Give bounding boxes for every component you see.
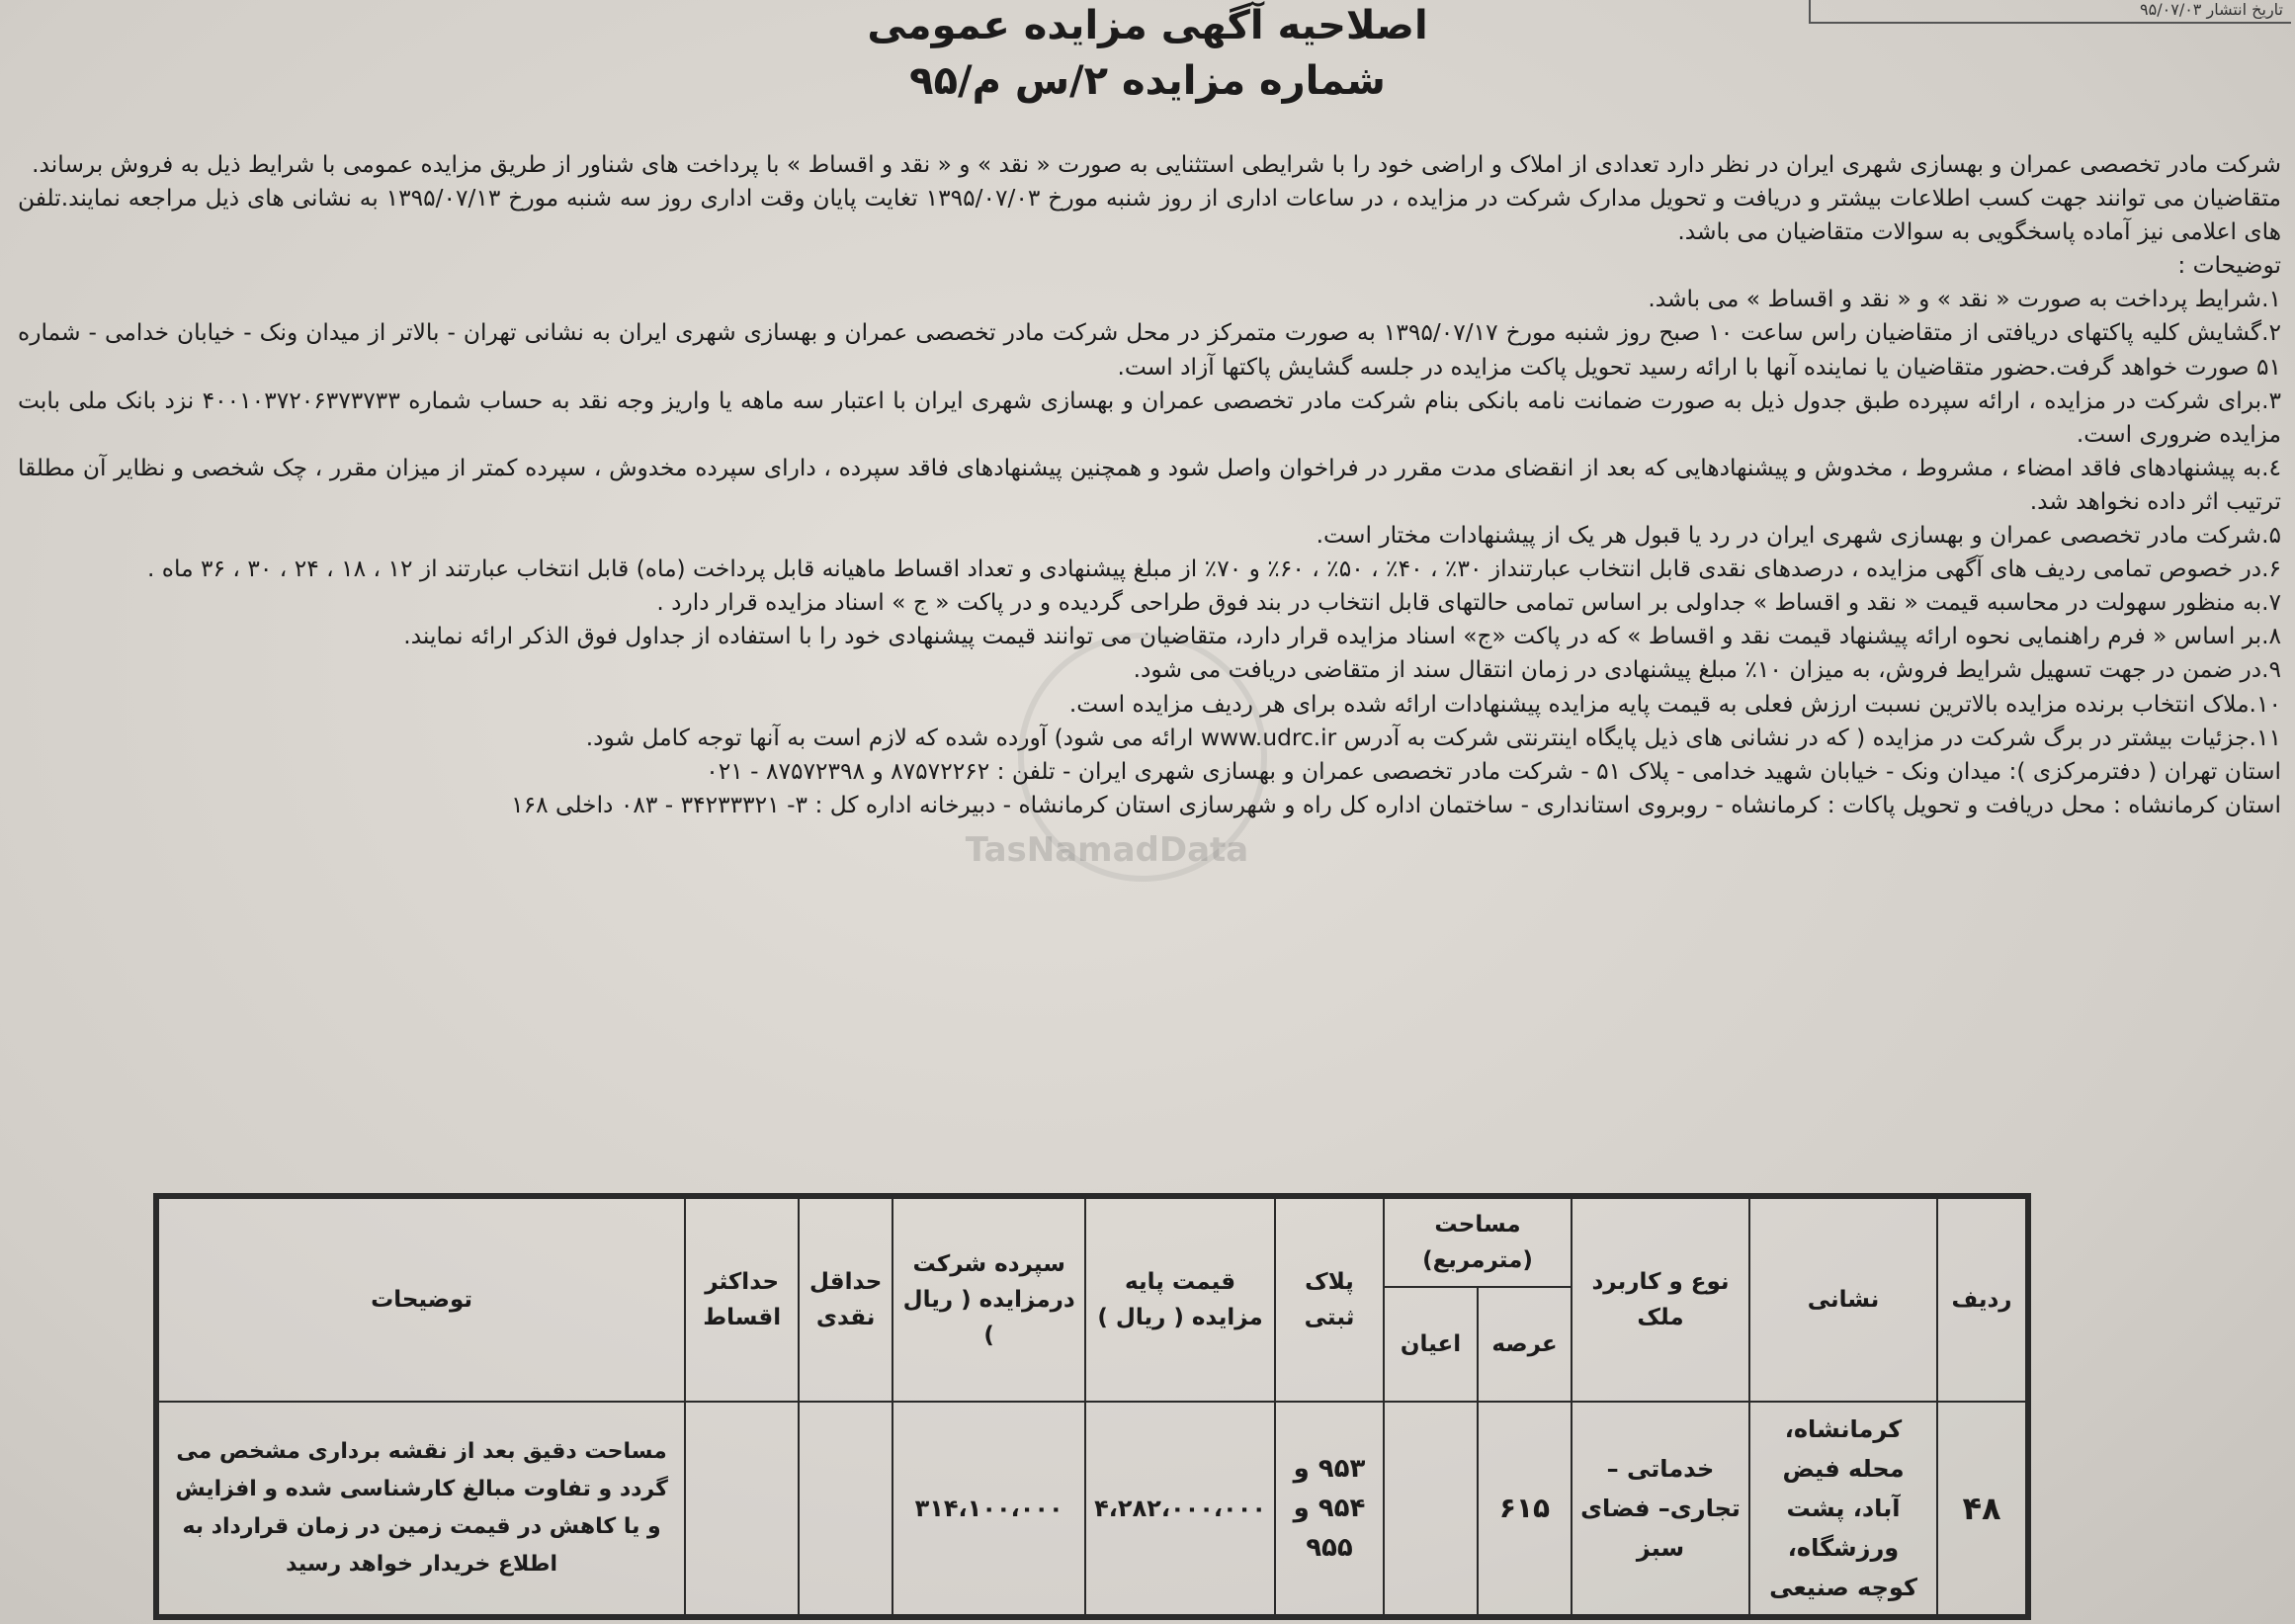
cell-notes: مساحت دقیق بعد از نقشه برداری مشخص می گردد و تفاوت مبالغ کارشناسی شده و افزایش و یا کاهش در قیمت زمین در زمان قرارداد به اطلاع خریدار خواهد رسید — [158, 1402, 685, 1615]
header-notes: توضیحات — [158, 1198, 685, 1402]
header-land-area: عرصه — [1478, 1287, 1572, 1402]
announcement-body — [18, 148, 2281, 822]
cell-max-installments — [685, 1402, 799, 1615]
header-area: مساحت (مترمربع) — [1384, 1198, 1572, 1287]
applicants-paragraph: متقاضیان می توانند جهت کسب اطلاعات بیشتر و دریافت و تحویل مدارک شرکت در مزایده ، در ساعات اداری از روز شنبه مورخ ۱۳۹۵/۰۷/۰۳ تغایت پایان وقت اداری روز سه شنبه مورخ ۱۳۹۵/۰۷/۱۳ به نشانی های ذیل مراجعه نمایند.تلفن های اعلامی نیز آماده پاسخگویی به سوالات متقاضیان می باشد. — [18, 185, 2281, 246]
cell-address: کرمانشاه، محله فیض آباد، پشت ورزشگاه، کوچه صنیعی — [1749, 1402, 1937, 1615]
explanations-label: توضیحات : — [2177, 252, 2281, 280]
intro-paragraph: شرکت مادر تخصصی عمران و بهسازی شهری ایران در نظر دارد تعدادی از املاک و اراضی خود را با شرایطی استثنایی به صورت « نقد » و « نقد و اقساط » با پرداخت های شناور از طریق مزایده عمومی با شرایط ذیل به فروش برساند. — [32, 151, 2281, 178]
item-9: ۹.در ضمن در جهت تسهیل شرایط فروش، به میزان ۱۰٪ مبلغ پیشنهادی در زمان انتقال سند از متقاضی دریافت می شود. — [1133, 656, 2281, 684]
item-7: ۷.به منظور سهولت در محاسبه قیمت « نقد و اقساط » جداولی بر اساس تمامی حالتهای قابل انتخاب در بند فوق طراحی گردیده و در پاکت « ج » اسناد مزایده قرار دارد . — [656, 589, 2281, 617]
auction-number: شماره مزایده ۲/س م/۹۵ — [909, 58, 1386, 104]
cell-min-cash — [799, 1402, 892, 1615]
item-6: ۶.در خصوص تمامی ردیف های آگهی مزایده ، درصدهای نقدی قابل انتخاب عبارتنداز ۳۰٪ ، ۴۰٪ ، ۵۰٪ ، ۶۰٪ و ۷۰٪ از مبلغ پیشنهادی و تعداد اقساط ماهیانه قابل پرداخت (ماه) قابل انتخاب عبارتند از ۱۲ ، ۱۸ ، ۲۴ ، ۳۰ ، ۳۶ ماه . — [146, 556, 2281, 583]
address-kermanshah: استان کرمانشاه : محل دریافت و تحویل پاکات : کرمانشاه - روبروی استانداری - ساختمان اداره کل راه و شهرسازی استان کرمانشاه - دبیرخانه اداره کل : ۳- ۳۴۲۳۳۳۲۱ - ۰۸۳ داخلی ۱۶۸ — [511, 791, 2281, 818]
cell-row-number: ۴۸ — [1937, 1402, 2026, 1615]
header-max-installments: حداکثر اقساط — [685, 1198, 799, 1402]
item-10: ۱۰.ملاک انتخاب برنده مزایده بالاترین نسبت ارزش فعلی به قیمت پایه مزایده پیشنهادات ارائه شده برای هر ردیف مزایده است. — [1068, 690, 2281, 718]
item-2: ۲.گشایش کلیه پاکتهای دریافتی از متقاضیان راس ساعت ۱۰ صبح روز شنبه مورخ ۱۳۹۵/۰۷/۱۷ به صورت متمرکز در محل شرکت مادر تخصصی عمران و بهسازی شهری ایران به نشانی تهران - بالاتر از میدان ونک - خیابان خدامی - شماره ۵۱ صورت خواهد گرفت.حضور متقاضیان یا نماینده آنها با ارائه رسید تحویل پاکت مزایده در جلسه گشایش پاکتها آزاد است. — [18, 319, 2281, 381]
item-5: ۵.شرکت مادر تخصصی عمران و بهسازی شهری ایران در رد یا قبول هر یک از پیشنهادات مختار است. — [1316, 522, 2281, 550]
cell-plate: ۹۵۳ و ۹۵۴ و ۹۵۵ — [1275, 1402, 1384, 1615]
header-row-number: ردیف — [1937, 1198, 2026, 1402]
cell-usage: خدماتی – تجاری– فضای سبز — [1572, 1402, 1749, 1615]
watermark-text: TasNamadData — [965, 830, 1249, 870]
header-deposit: سپرده شرکت درمزایده ( ریال ) — [892, 1198, 1085, 1402]
header-plate: پلاک ثبتی — [1275, 1198, 1384, 1402]
header-min-cash: حداقل نقدی — [799, 1198, 892, 1402]
item-1: ۱.شرایط پرداخت به صورت « نقد » و « نقد و اقساط » می باشد. — [1648, 286, 2281, 313]
item-4: ٤.به پیشنهادهای فاقد امضاء ، مشروط ، مخدوش و پیشنهادهایی که بعد از انقضای مدت مقرر در فراخوان واصل شود و همچنین پیشنهادهای فاقد سپرده ، دارای سپرده مخدوش ، سپرده کمتر از میزان مقرر ، چک شخصی و نظایر آن مطلقا ترتیب اثر داده نخواهد شد. — [18, 454, 2281, 515]
item-11: ۱۱.جزئیات بیشتر در برگ شرکت در مزایده ( که در نشانی های ذیل پایگاه اینترنتی شرکت به آدرس www.udrc.ir ارائه می شود) آورده شده که لازم است به آنها توجه کامل شود. — [585, 724, 2281, 751]
header-address: نشانی — [1749, 1198, 1937, 1402]
auction-table-wrapper — [153, 1193, 2031, 1620]
cell-building-area — [1384, 1402, 1478, 1615]
header-building-area: اعیان — [1384, 1287, 1478, 1402]
address-tehran: استان تهران ( دفترمرکزی ): میدان ونک - خیابان شهید خدامی - پلاک ۵۱ - شرکت مادر تخصصی عمران و بهسازی شهری ایران - تلفن : ۸۷۵۷۲۲۶۲ و ۸۷۵۷۲۳۹۸ - ۰۲۱ — [706, 757, 2281, 785]
cell-land-area: ۶۱۵ — [1478, 1402, 1572, 1615]
cell-deposit: ۳۱۴،۱۰۰،۰۰۰ — [892, 1402, 1085, 1615]
cell-base-price: ۴،۲۸۲،۰۰۰،۰۰۰ — [1085, 1402, 1275, 1615]
auction-table — [157, 1197, 2027, 1616]
table-row — [158, 1402, 2026, 1615]
page-title: اصلاحیه آگهی مزایده عمومی — [867, 3, 1428, 48]
header-usage: نوع و کاربرد ملک — [1572, 1198, 1749, 1402]
item-3: ۳.برای شرکت در مزایده ، ارائه سپرده طبق جدول ذیل به صورت ضمانت نامه بانکی بنام شرکت مادر تخصصی عمران و بهسازی شهری ایران با اعتبار سه ماهه یا واریز وجه نقد به حساب شماره ۴۰۰۱۰۳۷۲۰۶۳۷۳۷۳۳ نزد بانک ملی بابت مزایده ضروری است. — [18, 386, 2281, 448]
header-base-price: قیمت پایه مزایده ( ریال ) — [1085, 1198, 1275, 1402]
item-8: ۸.بر اساس « فرم راهنمایی نحوه ارائه پیشنهاد قیمت نقد و اقساط » که در پاکت «ج» اسناد مزایده قرار دارد، متقاضیان می توانند قیمت پیشنهادی خود را با استفاده از جداول فوق الذکر ارائه نمایند. — [403, 623, 2281, 650]
corner-stamp: تاریخ انتشار ۹۵/۰۷/۰۳ — [1809, 0, 2291, 24]
